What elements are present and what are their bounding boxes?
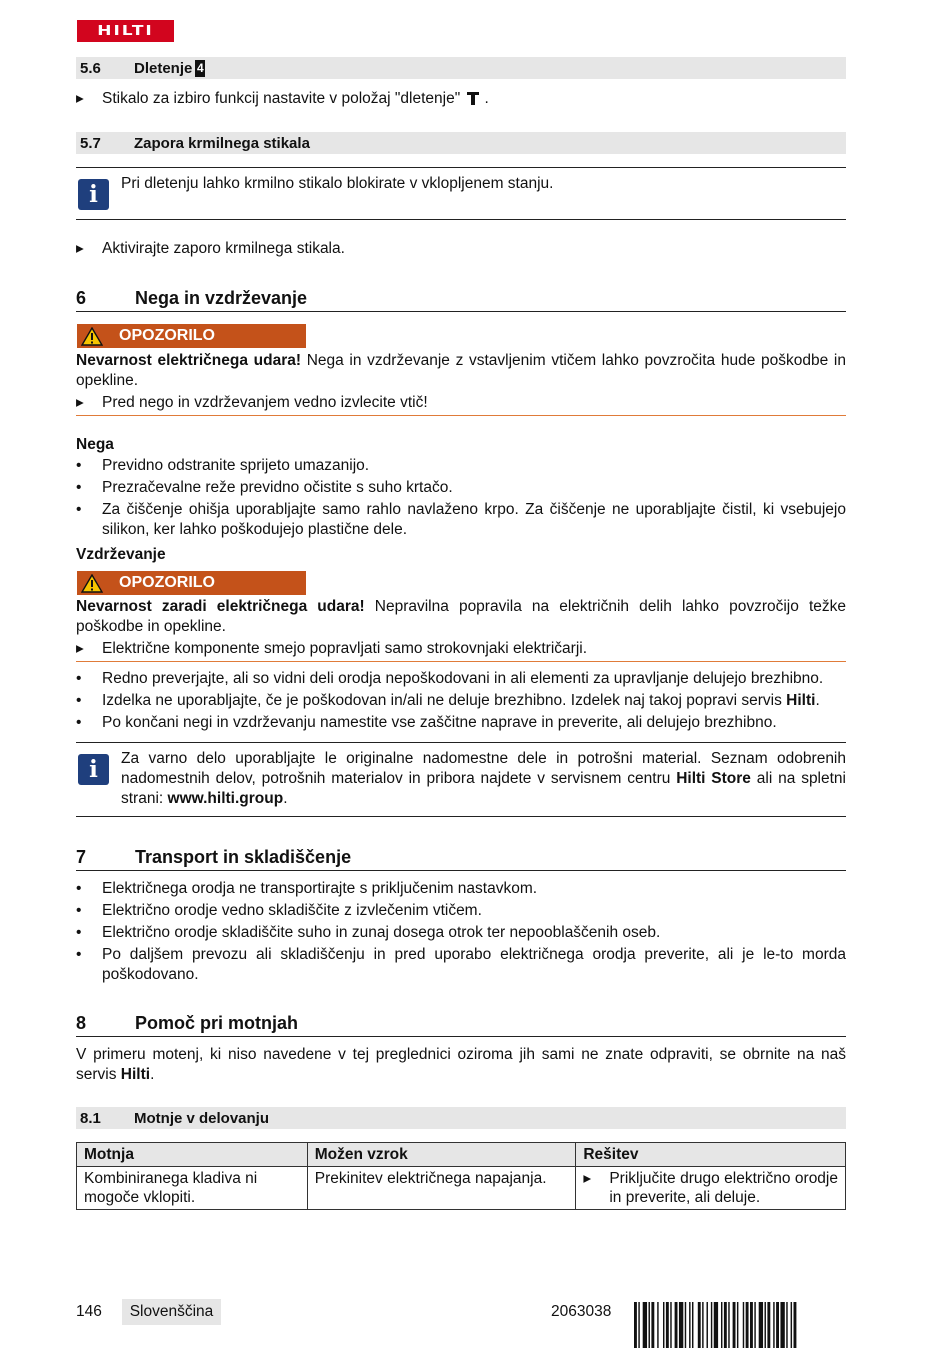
info-divider-top [76,167,846,168]
warning-text [76,597,846,637]
chapter-6-heading [76,286,846,312]
info-divider-top [76,742,846,743]
info-divider-bottom [76,219,846,220]
barcode-icon [634,1302,846,1348]
dot-bullet-icon: • [76,670,82,687]
step-text: Stikalo za izbiro funkcij nastavite v položaj "dletenje" [102,90,461,107]
list-item [76,478,846,498]
section-5-6-heading [76,57,846,79]
list-item-text: Po končani negi in vzdrževanju namestite vse zaščitne naprave in preverite, ali delujejo brezhibno. [102,714,777,731]
list-item [76,669,846,689]
dot-bullet-icon: • [76,946,82,963]
chapter-8-heading [76,1011,846,1037]
warning-step [76,393,846,413]
table-row [77,1167,846,1210]
list-item-text: Prezračevalne reže previdno očistite s suho krtačo. [102,479,453,496]
list-item-text: Previdno odstranite sprijeto umazanijo. [102,457,370,474]
subsection-title-vzdrzevanje: Vzdrževanje [76,546,166,563]
section-title: Zapora krmilnega stikala [134,134,310,152]
hilti-logo: HILTI [77,20,174,42]
hilti-store-name: Hilti Store [676,770,751,787]
section-5-7-heading [76,132,846,154]
list-item-end: . [815,692,820,709]
arrow-bullet-icon: ▸ [76,240,84,257]
list-item [76,456,846,476]
arrow-bullet-icon: ▸ [583,1170,592,1187]
list-item [76,691,846,711]
section-number: 5.6 [80,59,101,77]
list-item-text: Redno preverjajte, ali so vidni deli orodja nepoškodovani in ali elementi za upravljanje delujejo brezhibno. [102,670,824,687]
info-text: . [283,790,288,807]
warning-hazard: Nevarnost zaradi električnega udara! [76,598,365,615]
list-item [76,879,846,899]
chapter-number: 6 [76,288,87,308]
warning-detail: Nega in vzdrževanje z vstavljenim vtičem lahko povzročita hude poškodbe in opekline. [76,352,846,389]
arrow-bullet-icon: ▸ [76,640,84,657]
cell-vzrok: Prekinitev električnega napajanja. [307,1167,576,1210]
chapter-title: Nega in vzdrževanje [135,288,308,308]
chapter-title: Transport in skladiščenje [135,847,352,867]
solution-text: Priključite drugo električno orodje in preverite, ali deluje. [609,1170,838,1206]
list-item [76,945,846,985]
step-text: Pred nego in vzdrževanjem vedno izvlecite vtič! [102,394,428,411]
chapter-7-heading [76,845,846,871]
dot-bullet-icon: • [76,457,82,474]
subsection-title-nega: Nega [76,436,114,453]
warning-step [76,639,846,659]
warning-text [76,351,846,391]
dot-bullet-icon: • [76,714,82,731]
cell-resitev [576,1167,846,1210]
list-item [76,923,846,943]
info-icon: i [78,179,109,210]
arrow-bullet-icon: ▸ [76,394,84,411]
step-item [76,89,846,109]
step-item [76,239,846,259]
info-text: Za varno delo uporabljajte le originalne nadomestne dele in potrošni material. Seznam odobrenih nadomestnih delov, potrošnih materialov in pribora najdete v servisnem centru [121,750,846,787]
warning-detail: Nepravilna popravila na električnih delih lahko povzročijo težke poškodbe in opekline. [76,598,846,635]
warning-label: OPOZORILO [119,574,215,591]
warning-triangle-icon [77,574,107,593]
info-note [121,749,846,809]
chapter-number: 7 [76,847,87,867]
intro-end: . [150,1066,155,1083]
list-item [76,901,846,921]
info-divider-bottom [76,816,846,817]
website-link[interactable]: www.hilti.group [167,790,284,807]
warning-divider [76,661,846,662]
dot-bullet-icon: • [76,479,82,496]
warning-divider [76,415,846,416]
chapter-number: 8 [76,1013,87,1033]
warning-triangle-icon [77,327,107,346]
list-item-text: Za čiščenje ohišja uporabljajte samo rahlo navlaženo krpo. Za čiščenje ne uporabljajte čistil, ki vsebujejo silikon, ker lahko poškodujejo plastične dele. [102,501,846,538]
section-number: 5.7 [80,134,101,152]
info-note: Pri dletenju lahko krmilno stikalo blokirate v vklopljenem stanju. [121,175,554,192]
chisel-mode-icon [466,91,480,105]
column-header-vzrok: Možen vzrok [307,1143,576,1167]
intro-paragraph [76,1045,846,1085]
dot-bullet-icon: • [76,902,82,919]
intro-text: V primeru motenj, ki niso navedene v tej preglednici oziroma jih sami ne znate odpraviti, se obrnite na naš servis [76,1046,846,1083]
document-number: 2063038 [551,1303,612,1320]
page-number: 146 [76,1303,102,1320]
list-item-text: Električno orodje skladiščite suho in zunaj dosega otrok ter nepooblaščenih oseb. [102,924,661,941]
warning-hazard: Nevarnost električnega udara! [76,352,302,369]
info-icon: i [78,754,109,785]
list-item-text: Izdelka ne uporabljajte, če je poškodovan in/ali ne deluje brezhibno. Izdelek naj takoj popravi servis [102,692,787,709]
brand-name: Hilti [786,692,816,709]
warning-label: OPOZORILO [119,327,215,344]
section-number: 8.1 [80,1109,101,1127]
table-header-row [77,1143,846,1167]
column-header-resitev: Rešitev [576,1143,846,1167]
section-title: Motnje v delovanju [134,1109,270,1127]
figure-ref-badge: 4 [197,60,204,75]
list-item [76,713,846,733]
info-text: ali na spletni strani: [121,770,846,807]
section-8-1-heading [76,1107,846,1129]
language-label: Slovenščina [122,1299,221,1325]
list-item-text: Električno orodje vedno skladiščite z izvlečenim vtičem. [102,902,482,919]
brand-name: Hilti [120,1066,151,1083]
troubleshooting-table [76,1142,846,1210]
warning-banner [77,324,306,348]
list-item-text: Po daljšem prevozu ali skladiščenju in pred uporabo električnega orodja preverite, ali je le-to morda poškodovano. [102,946,846,983]
list-item-text: Električnega orodja ne transportirajte s priključenim nastavkom. [102,880,538,897]
step-text: Aktivirajte zaporo krmilnega stikala. [102,240,345,257]
warning-banner [77,571,306,595]
section-title: Dletenje [134,59,193,77]
list-item [76,500,846,540]
dot-bullet-icon: • [76,880,82,897]
chapter-title: Pomoč pri motnjah [135,1013,299,1033]
step-text: Električne komponente smejo popravljati samo strokovnjaki električarji. [102,640,588,657]
dot-bullet-icon: • [76,501,82,518]
cell-motnja: Kombiniranega kladiva ni mogoče vklopiti. [77,1167,308,1210]
dot-bullet-icon: • [76,692,82,709]
column-header-motnja: Motnja [77,1143,308,1167]
step-end: . [484,90,489,107]
dot-bullet-icon: • [76,924,82,941]
arrow-bullet-icon: ▸ [76,90,84,107]
